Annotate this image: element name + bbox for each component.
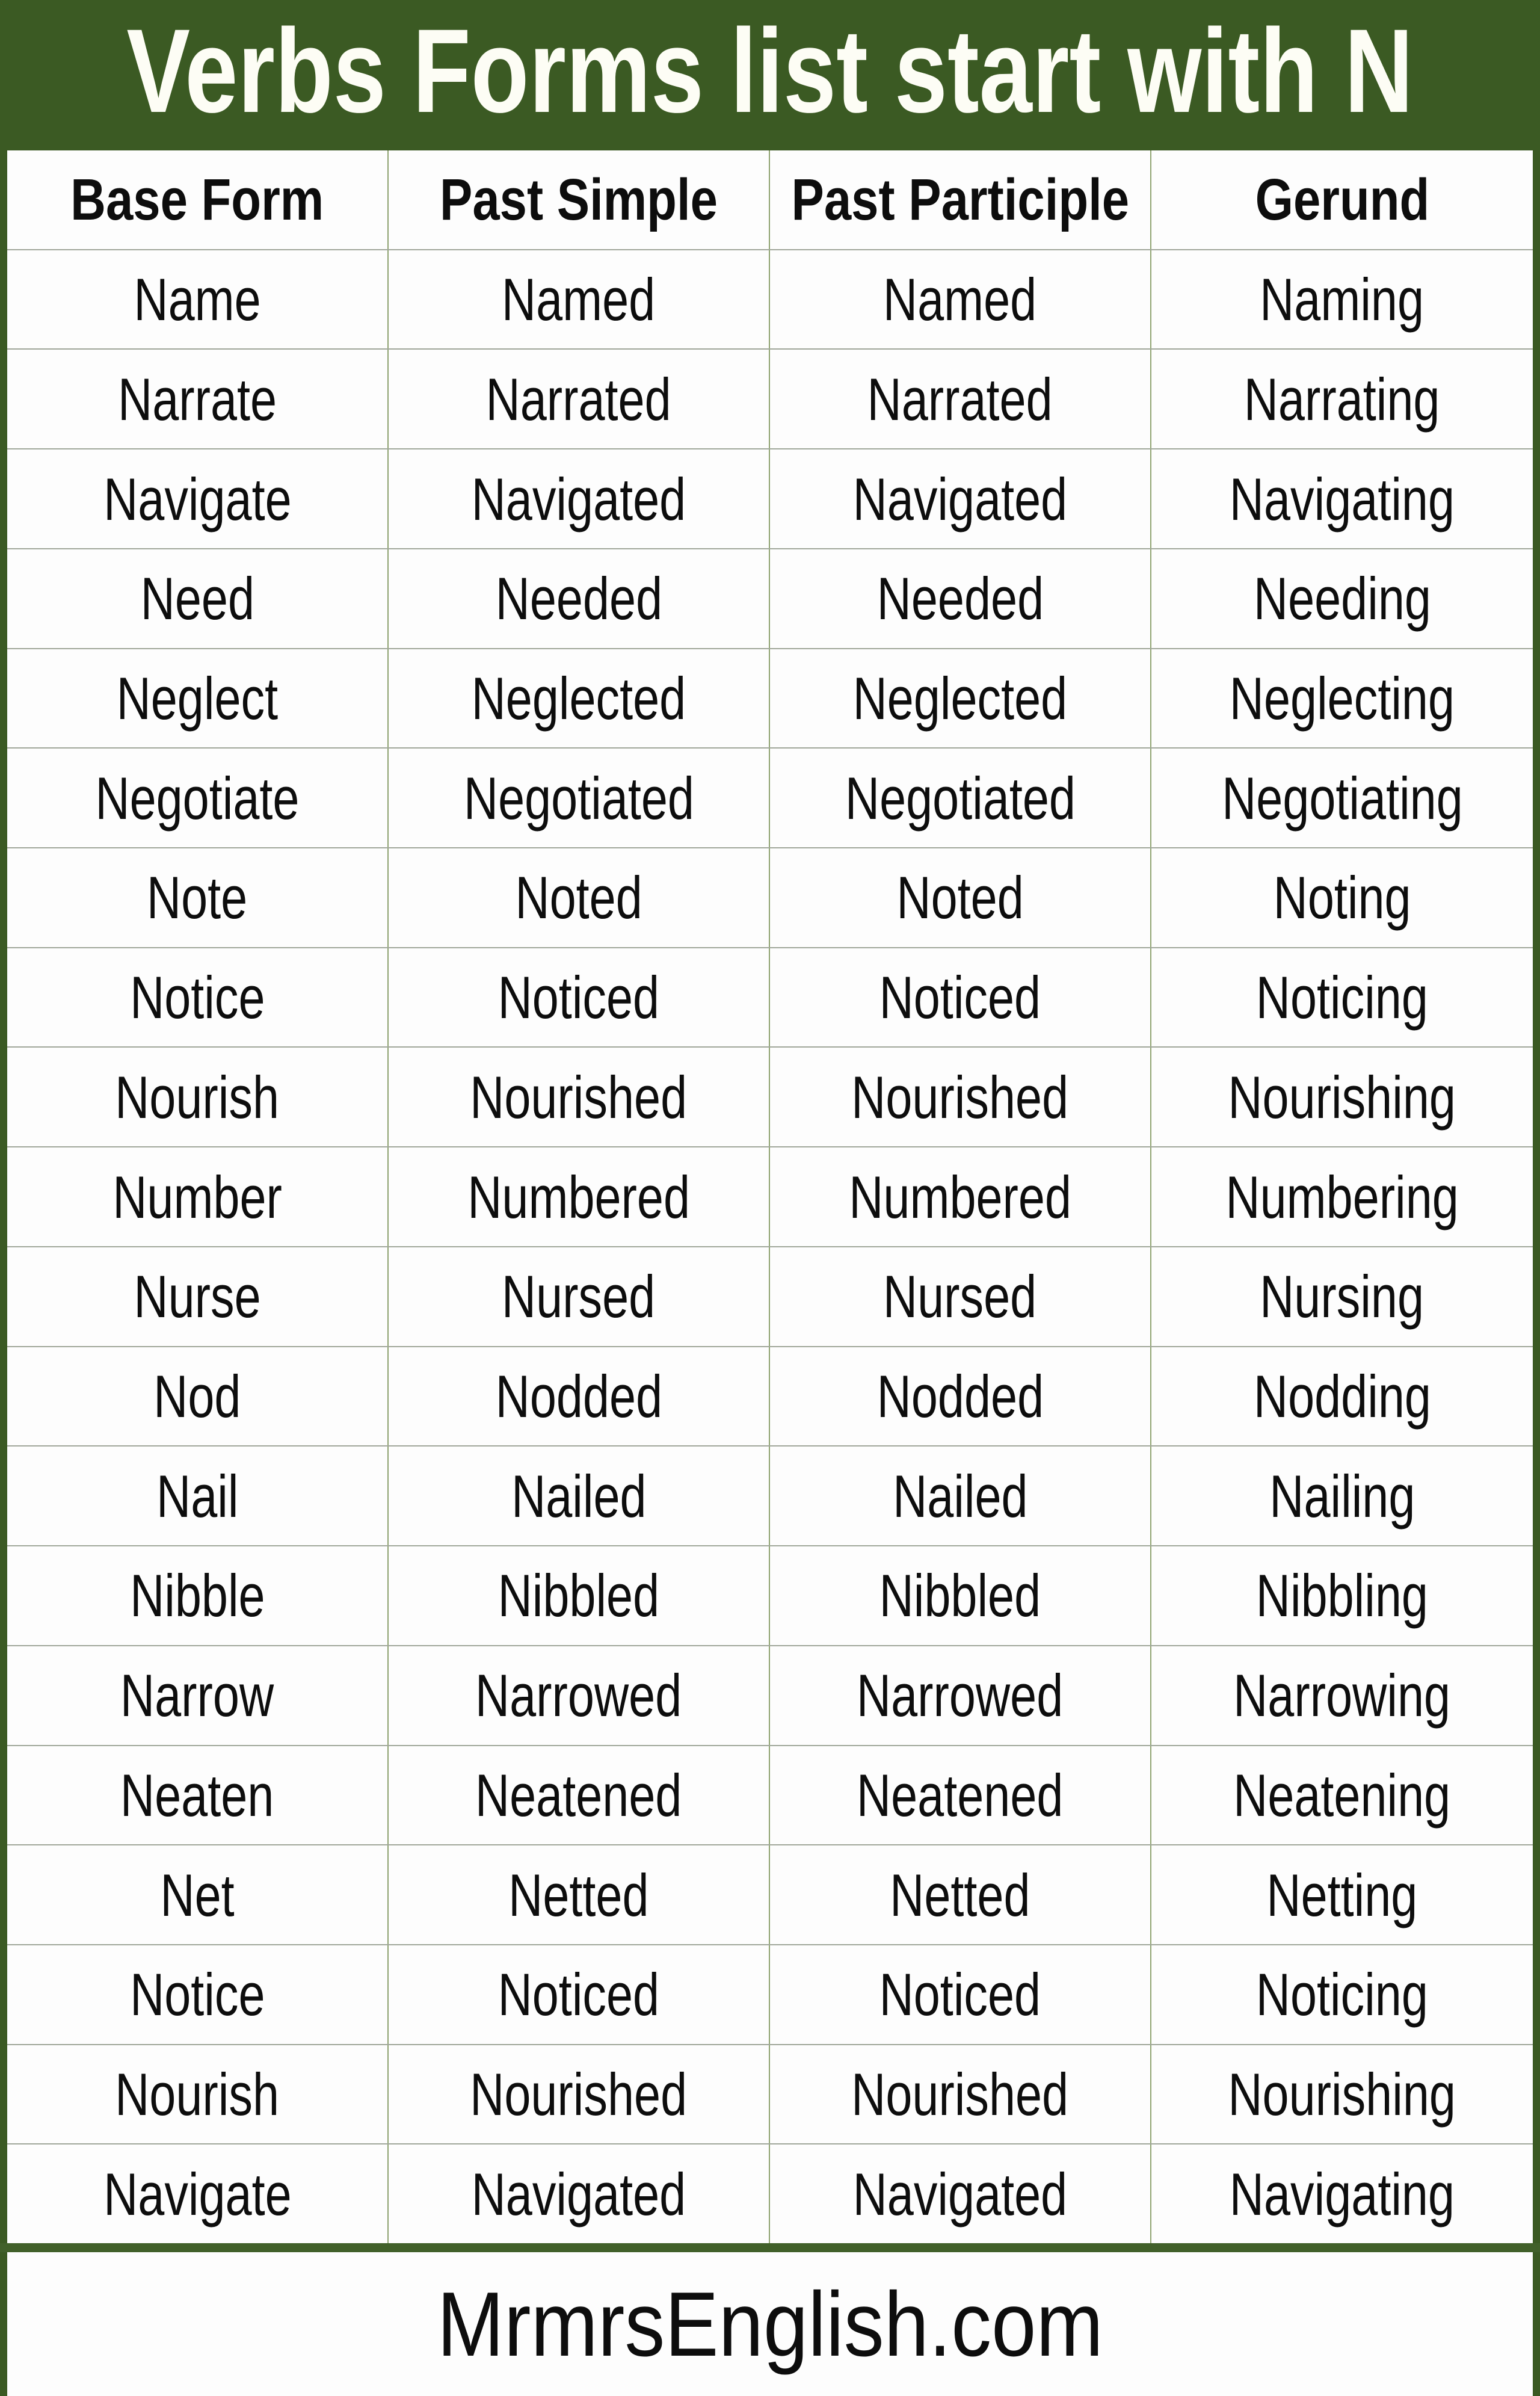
verb-text: Neglected bbox=[471, 664, 686, 732]
verb-cell bbox=[389, 1546, 770, 1645]
verb-cell bbox=[1151, 1945, 1533, 2044]
verb-cell bbox=[7, 1347, 389, 1446]
verb-text: Net bbox=[160, 1861, 235, 1928]
verb-cell bbox=[1151, 1347, 1533, 1446]
verb-cell bbox=[389, 1247, 770, 1346]
verb-cell bbox=[770, 1845, 1151, 1944]
column-header-past-participle bbox=[770, 150, 1151, 249]
verb-cell bbox=[389, 1945, 770, 2044]
table-row bbox=[7, 2045, 1533, 2145]
column-header-past-simple bbox=[389, 150, 770, 249]
verb-text: Noticing bbox=[1255, 1961, 1429, 2028]
verb-text: Notice bbox=[129, 1961, 265, 2028]
verb-cell bbox=[1151, 948, 1533, 1047]
verb-cell bbox=[389, 1048, 770, 1146]
verb-cell bbox=[389, 1845, 770, 1944]
verb-text: Neglect bbox=[116, 664, 279, 732]
verb-cell bbox=[1151, 1147, 1533, 1246]
table-header-row bbox=[7, 150, 1533, 250]
verb-cell bbox=[7, 1845, 389, 1944]
verb-cell bbox=[770, 250, 1151, 349]
verb-text: Nourished bbox=[470, 2061, 688, 2128]
verb-text: Negotiating bbox=[1221, 764, 1463, 832]
table-row bbox=[7, 948, 1533, 1048]
column-header-label: Gerund bbox=[1255, 167, 1429, 233]
verb-cell bbox=[770, 2045, 1151, 2144]
separator-bar bbox=[0, 2243, 1540, 2252]
verb-text: Narrow bbox=[120, 1662, 274, 1729]
verb-cell bbox=[1151, 549, 1533, 648]
column-header-label: Base Form bbox=[70, 167, 324, 233]
table-row bbox=[7, 350, 1533, 449]
verb-text: Nourished bbox=[470, 1063, 688, 1131]
verb-text: Navigated bbox=[471, 465, 686, 533]
verb-text: Narrate bbox=[117, 365, 277, 433]
verb-cell bbox=[770, 948, 1151, 1047]
verb-cell bbox=[1151, 1546, 1533, 1645]
footer bbox=[7, 2252, 1533, 2396]
verb-cell bbox=[770, 350, 1151, 448]
verb-text: Nurse bbox=[134, 1263, 261, 1330]
verb-cell bbox=[389, 749, 770, 847]
table-row bbox=[7, 1347, 1533, 1447]
verb-cell bbox=[770, 749, 1151, 847]
verb-cell bbox=[1151, 1845, 1533, 1944]
website-name: MrmrsEnglish.com bbox=[437, 2273, 1103, 2376]
verb-cell bbox=[7, 749, 389, 847]
verb-text: Numbered bbox=[467, 1163, 690, 1230]
verb-text: Nailed bbox=[511, 1462, 647, 1530]
table-row bbox=[7, 848, 1533, 948]
verb-cell bbox=[7, 549, 389, 648]
table-row bbox=[7, 1746, 1533, 1846]
verb-text: Narrated bbox=[867, 365, 1053, 433]
verb-text: Navigated bbox=[852, 2160, 1068, 2228]
verb-text: Nourished bbox=[851, 2061, 1069, 2128]
verb-cell bbox=[1151, 1447, 1533, 1545]
verb-cell bbox=[389, 250, 770, 349]
verb-cell bbox=[770, 1147, 1151, 1246]
verb-cell bbox=[1151, 250, 1533, 349]
column-header-gerund bbox=[1151, 150, 1533, 249]
verb-text: Nourishing bbox=[1228, 1063, 1456, 1131]
verb-cell bbox=[1151, 848, 1533, 947]
verb-cell bbox=[389, 848, 770, 947]
verb-cell bbox=[770, 1048, 1151, 1146]
verb-cell bbox=[770, 549, 1151, 648]
table-row bbox=[7, 549, 1533, 649]
verb-text: Nailed bbox=[892, 1462, 1028, 1530]
verb-cell bbox=[7, 2045, 389, 2144]
column-header-label: Past Simple bbox=[440, 167, 718, 233]
verb-text: Notice bbox=[129, 964, 265, 1031]
verb-cell bbox=[389, 649, 770, 748]
verb-text: Navigating bbox=[1229, 465, 1455, 533]
verb-text: Note bbox=[147, 864, 248, 931]
verb-text: Named bbox=[883, 266, 1037, 333]
verb-cell bbox=[770, 1247, 1151, 1346]
verb-text: Narrowing bbox=[1233, 1662, 1451, 1729]
verb-cell bbox=[1151, 1746, 1533, 1845]
verb-cell bbox=[7, 350, 389, 448]
verb-cell bbox=[7, 250, 389, 349]
verb-cell bbox=[1151, 1048, 1533, 1146]
verb-text: Navigate bbox=[103, 465, 292, 533]
verb-cell bbox=[389, 2144, 770, 2243]
verb-text: Needed bbox=[495, 565, 662, 632]
verb-text: Nodded bbox=[876, 1362, 1044, 1430]
verb-text: Noticed bbox=[879, 964, 1041, 1031]
verb-cell bbox=[389, 1447, 770, 1545]
verb-cell bbox=[389, 549, 770, 648]
table-row bbox=[7, 1845, 1533, 1945]
verb-text: Navigating bbox=[1229, 2160, 1455, 2228]
verb-cell bbox=[770, 1646, 1151, 1745]
verb-text: Nursed bbox=[883, 1263, 1037, 1330]
verb-text: Nail bbox=[156, 1462, 239, 1530]
verb-cell bbox=[389, 1347, 770, 1446]
verb-text: Nursing bbox=[1260, 1263, 1424, 1330]
verb-cell bbox=[770, 2144, 1151, 2243]
table-row bbox=[7, 449, 1533, 549]
verb-cell bbox=[770, 1945, 1151, 2044]
verb-text: Naming bbox=[1260, 266, 1424, 333]
verb-text: Noticed bbox=[497, 964, 660, 1031]
table-row bbox=[7, 1048, 1533, 1147]
verb-text: Neatening bbox=[1233, 1761, 1451, 1829]
verb-cell bbox=[1151, 649, 1533, 748]
verb-cell bbox=[1151, 2144, 1533, 2243]
verb-text: Nourish bbox=[115, 1063, 280, 1131]
verb-cell bbox=[389, 1746, 770, 1845]
verb-cell bbox=[7, 948, 389, 1047]
verb-cell bbox=[7, 2144, 389, 2243]
table-row bbox=[7, 1447, 1533, 1546]
verb-cell bbox=[1151, 1247, 1533, 1346]
verb-text: Noticed bbox=[879, 1961, 1041, 2028]
verb-text: Neatened bbox=[857, 1761, 1064, 1829]
verb-cell bbox=[7, 1147, 389, 1246]
verb-text: Neaten bbox=[120, 1761, 274, 1829]
verb-text: Nursed bbox=[502, 1263, 656, 1330]
verb-text: Nibbled bbox=[879, 1562, 1041, 1629]
verb-text: Navigate bbox=[103, 2160, 292, 2228]
verb-text: Neglecting bbox=[1229, 664, 1455, 732]
verb-text: Netted bbox=[890, 1861, 1030, 1928]
table-row bbox=[7, 1945, 1533, 2045]
verb-text: Negotiate bbox=[95, 764, 300, 832]
verb-text: Negotiated bbox=[463, 764, 694, 832]
verb-cell bbox=[770, 1347, 1151, 1446]
verb-text: Negotiated bbox=[845, 764, 1076, 832]
table-row bbox=[7, 2144, 1533, 2243]
verb-text: Nodding bbox=[1253, 1362, 1431, 1430]
verb-text: Numbered bbox=[849, 1163, 1071, 1230]
verb-text: Number bbox=[112, 1163, 282, 1230]
table-row bbox=[7, 649, 1533, 749]
table-row bbox=[7, 1646, 1533, 1746]
verb-cell bbox=[7, 1945, 389, 2044]
verb-text: Narrating bbox=[1244, 365, 1440, 433]
verb-text: Narrowed bbox=[857, 1662, 1064, 1729]
verb-text: Navigated bbox=[471, 2160, 686, 2228]
verb-cell bbox=[7, 1646, 389, 1745]
verb-cell bbox=[7, 1546, 389, 1645]
verb-cell bbox=[770, 1546, 1151, 1645]
verb-text: Needed bbox=[876, 565, 1044, 632]
column-header-label: Past Participle bbox=[791, 167, 1129, 233]
verb-cell bbox=[770, 1447, 1151, 1545]
verb-cell bbox=[770, 848, 1151, 947]
verb-cell bbox=[7, 449, 389, 548]
verb-text: Narrated bbox=[485, 365, 672, 433]
verb-text: Nourished bbox=[851, 1063, 1069, 1131]
verb-text: Noting bbox=[1273, 864, 1411, 931]
verb-cell bbox=[770, 449, 1151, 548]
verb-cell bbox=[1151, 449, 1533, 548]
verb-text: Noted bbox=[896, 864, 1024, 931]
verb-cell bbox=[770, 1746, 1151, 1845]
verb-cell bbox=[389, 2045, 770, 2144]
verb-cell bbox=[1151, 350, 1533, 448]
verb-cell bbox=[1151, 2045, 1533, 2144]
verb-cell bbox=[389, 350, 770, 448]
table-row bbox=[7, 749, 1533, 848]
verb-text: Nod bbox=[153, 1362, 241, 1430]
verb-cell bbox=[389, 948, 770, 1047]
verb-text: Neatened bbox=[475, 1761, 682, 1829]
verb-text: Nodded bbox=[495, 1362, 662, 1430]
verb-text: Numbering bbox=[1225, 1163, 1459, 1230]
verb-cell bbox=[389, 1646, 770, 1745]
verb-text: Narrowed bbox=[475, 1662, 682, 1729]
verb-text: Noted bbox=[515, 864, 642, 931]
verb-cell bbox=[1151, 749, 1533, 847]
verb-text: Netting bbox=[1266, 1861, 1418, 1928]
verb-text: Name bbox=[134, 266, 261, 333]
verb-text: Nibble bbox=[129, 1562, 265, 1629]
table-row bbox=[7, 1247, 1533, 1347]
verb-cell bbox=[7, 1746, 389, 1845]
verb-text: Navigated bbox=[852, 465, 1068, 533]
verb-cell bbox=[7, 848, 389, 947]
verb-text: Neglected bbox=[852, 664, 1068, 732]
verb-text: Nibbled bbox=[497, 1562, 660, 1629]
table-row bbox=[7, 1147, 1533, 1247]
verb-text: Nibbling bbox=[1255, 1562, 1429, 1629]
verb-text: Noticing bbox=[1255, 964, 1429, 1031]
verb-cell bbox=[389, 1147, 770, 1246]
verb-cell bbox=[7, 1247, 389, 1346]
verb-text: Needing bbox=[1253, 565, 1431, 632]
verb-text: Nailing bbox=[1269, 1462, 1415, 1530]
verb-text: Named bbox=[502, 266, 656, 333]
page-title: Verbs Forms list start with N bbox=[126, 4, 1414, 137]
table-row bbox=[7, 250, 1533, 350]
verb-cell bbox=[7, 1447, 389, 1545]
verb-text: Nourish bbox=[115, 2061, 280, 2128]
table-row bbox=[7, 1546, 1533, 1646]
verb-cell bbox=[1151, 1646, 1533, 1745]
verb-cell bbox=[7, 1048, 389, 1146]
verb-forms-table bbox=[7, 150, 1533, 2243]
verb-cell bbox=[389, 449, 770, 548]
verb-text: Nourishing bbox=[1228, 2061, 1456, 2128]
verb-text: Need bbox=[140, 565, 254, 632]
verb-text: Netted bbox=[508, 1861, 649, 1928]
verb-cell bbox=[7, 649, 389, 748]
title-band bbox=[7, 0, 1533, 150]
verb-cell bbox=[770, 649, 1151, 748]
verb-text: Noticed bbox=[497, 1961, 660, 2028]
column-header-base-form bbox=[7, 150, 389, 249]
